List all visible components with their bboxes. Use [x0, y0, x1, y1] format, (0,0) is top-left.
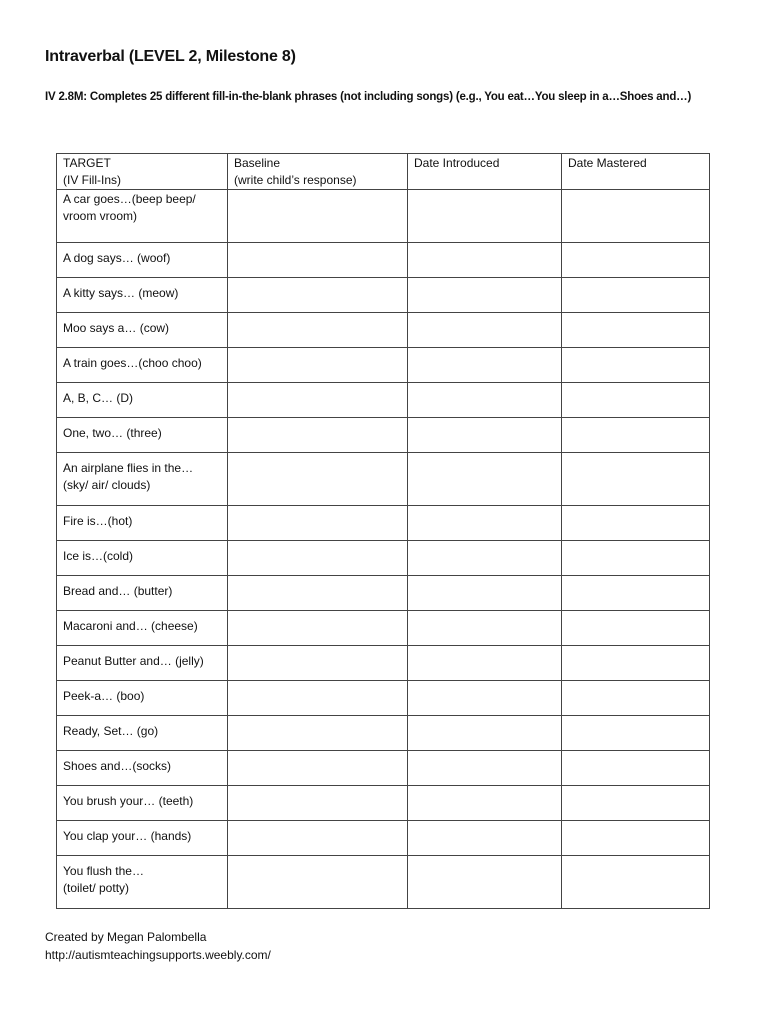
target-cell [57, 278, 228, 313]
table-row [57, 576, 710, 611]
target-cell [57, 313, 228, 348]
table-row [57, 313, 710, 348]
baseline-cell[interactable] [228, 243, 408, 278]
baseline-cell[interactable] [228, 278, 408, 313]
date-introduced-cell[interactable] [408, 611, 562, 646]
date-mastered-cell[interactable] [562, 821, 710, 856]
target-cell [57, 348, 228, 383]
header-date-mastered: Date Mastered [562, 154, 710, 190]
baseline-cell[interactable] [228, 611, 408, 646]
target-text: Ice is…(cold) [63, 549, 134, 563]
baseline-cell[interactable] [228, 383, 408, 418]
baseline-cell[interactable] [228, 681, 408, 716]
baseline-cell[interactable] [228, 453, 408, 506]
target-text: A, B, C… (D) [63, 391, 134, 405]
target-text: Bread and… (butter) [63, 584, 173, 598]
target-text-line2: (sky/ air/ clouds) [63, 478, 151, 492]
target-text: Moo says a… (cow) [63, 321, 170, 335]
target-cell [57, 611, 228, 646]
table-row [57, 611, 710, 646]
table-row [57, 453, 710, 506]
table-row [57, 383, 710, 418]
target-text: One, two… (three) [63, 426, 162, 440]
date-introduced-cell[interactable] [408, 681, 562, 716]
table-row [57, 348, 710, 383]
target-text: You clap your… (hands) [63, 829, 192, 843]
date-introduced-cell[interactable] [408, 243, 562, 278]
table-row [57, 821, 710, 856]
milestone-description: IV 2.8M: Completes 25 different fill-in-the-blank phrases (not including songs) (e.g., You eat…You sleep in a…Shoes and…) [45, 91, 692, 103]
baseline-cell[interactable] [228, 313, 408, 348]
baseline-cell[interactable] [228, 716, 408, 751]
date-introduced-cell[interactable] [408, 278, 562, 313]
target-text: A train goes…(choo choo) [63, 356, 202, 370]
table-row [57, 243, 710, 278]
date-mastered-cell[interactable] [562, 786, 710, 821]
footer [45, 928, 271, 964]
date-mastered-cell[interactable] [562, 383, 710, 418]
date-mastered-cell[interactable] [562, 278, 710, 313]
target-cell [57, 716, 228, 751]
table-header-row [57, 154, 710, 190]
baseline-cell[interactable] [228, 541, 408, 576]
date-mastered-cell[interactable] [562, 681, 710, 716]
date-mastered-cell[interactable] [562, 313, 710, 348]
table-row [57, 418, 710, 453]
table-row [57, 190, 710, 243]
baseline-cell[interactable] [228, 751, 408, 786]
created-by: Created by Megan Palombella [45, 930, 207, 944]
table-row [57, 278, 710, 313]
data-table [56, 153, 710, 909]
baseline-cell[interactable] [228, 190, 408, 243]
website-link[interactable]: http://autismteachingsupports.weebly.com/ [45, 948, 271, 962]
target-text: You flush the… [63, 864, 144, 878]
date-introduced-cell[interactable] [408, 716, 562, 751]
date-introduced-cell[interactable] [408, 418, 562, 453]
target-cell [57, 383, 228, 418]
date-mastered-cell[interactable] [562, 243, 710, 278]
date-introduced-cell[interactable] [408, 751, 562, 786]
baseline-cell[interactable] [228, 786, 408, 821]
target-text: Peek-a… (boo) [63, 689, 145, 703]
date-mastered-cell[interactable] [562, 856, 710, 909]
date-mastered-cell[interactable] [562, 506, 710, 541]
table-row [57, 856, 710, 909]
date-introduced-cell[interactable] [408, 856, 562, 909]
baseline-cell[interactable] [228, 646, 408, 681]
date-introduced-cell[interactable] [408, 453, 562, 506]
date-mastered-cell[interactable] [562, 576, 710, 611]
target-cell [57, 576, 228, 611]
table-row [57, 646, 710, 681]
target-text: You brush your… (teeth) [63, 794, 194, 808]
target-text: Macaroni and… (cheese) [63, 619, 198, 633]
table-row [57, 541, 710, 576]
table-row [57, 786, 710, 821]
target-cell [57, 243, 228, 278]
target-cell [57, 506, 228, 541]
target-text: Peanut Butter and… (jelly) [63, 654, 204, 668]
target-text: A dog says… (woof) [63, 251, 171, 265]
target-cell [57, 646, 228, 681]
date-introduced-cell[interactable] [408, 348, 562, 383]
target-text: A kitty says… (meow) [63, 286, 179, 300]
date-mastered-cell[interactable] [562, 541, 710, 576]
target-cell [57, 418, 228, 453]
date-mastered-cell[interactable] [562, 418, 710, 453]
target-cell [57, 190, 228, 243]
target-text-line2: vroom vroom) [63, 209, 138, 223]
date-introduced-cell[interactable] [408, 576, 562, 611]
date-introduced-cell[interactable] [408, 786, 562, 821]
target-cell [57, 541, 228, 576]
date-introduced-cell[interactable] [408, 541, 562, 576]
date-mastered-cell[interactable] [562, 453, 710, 506]
table-row [57, 751, 710, 786]
table-row [57, 716, 710, 751]
header-date-introduced: Date Introduced [408, 154, 562, 190]
table-row [57, 506, 710, 541]
target-text: An airplane flies in the… [63, 461, 194, 475]
date-mastered-cell[interactable] [562, 348, 710, 383]
header-baseline-sub: (write child’s response) [234, 173, 357, 187]
header-baseline-label: Baseline [234, 156, 281, 170]
baseline-cell[interactable] [228, 576, 408, 611]
target-cell [57, 856, 228, 909]
date-introduced-cell[interactable] [408, 506, 562, 541]
date-introduced-cell[interactable] [408, 190, 562, 243]
header-target-sub: (IV Fill-Ins) [63, 173, 121, 187]
date-mastered-cell[interactable] [562, 716, 710, 751]
header-target-label: TARGET [63, 156, 111, 170]
date-introduced-cell[interactable] [408, 383, 562, 418]
target-cell [57, 751, 228, 786]
baseline-cell[interactable] [228, 506, 408, 541]
target-text: Ready, Set… (go) [63, 724, 159, 738]
target-text: A car goes…(beep beep/ [63, 192, 196, 206]
target-cell [57, 681, 228, 716]
target-text: Fire is…(hot) [63, 514, 133, 528]
date-mastered-cell[interactable] [562, 751, 710, 786]
baseline-cell[interactable] [228, 348, 408, 383]
date-introduced-cell[interactable] [408, 821, 562, 856]
baseline-cell[interactable] [228, 821, 408, 856]
date-mastered-cell[interactable] [562, 646, 710, 681]
target-cell [57, 453, 228, 506]
page-title: Intraverbal (LEVEL 2, Milestone 8) [45, 48, 296, 65]
header-baseline [228, 154, 408, 190]
baseline-cell[interactable] [228, 418, 408, 453]
header-target [57, 154, 228, 190]
date-introduced-cell[interactable] [408, 646, 562, 681]
target-cell [57, 786, 228, 821]
target-text-line2: (toilet/ potty) [63, 881, 130, 895]
date-mastered-cell[interactable] [562, 611, 710, 646]
target-text: Shoes and…(socks) [63, 759, 172, 773]
table-row [57, 681, 710, 716]
target-cell [57, 821, 228, 856]
baseline-cell[interactable] [228, 856, 408, 909]
date-mastered-cell[interactable] [562, 190, 710, 243]
date-introduced-cell[interactable] [408, 313, 562, 348]
